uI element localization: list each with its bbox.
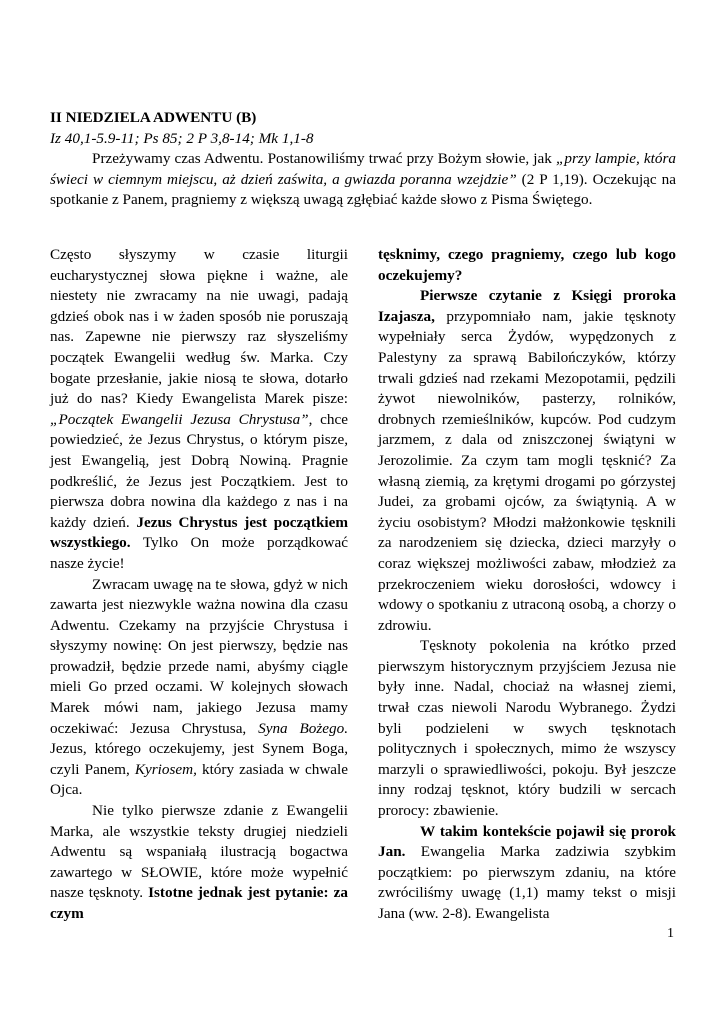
intro-quote: „przy lampie, która świeci w ciemnym miejscu, aż dzień zaświta, a gwiazda poranna wzejdzie” <box>50 150 676 188</box>
right-paragraph-3 <box>378 822 676 925</box>
text-run: , chce powiedzieć, że Jezus Chrystus, o którym pisze, jest Ewangelią, jest Dobrą Nowiną. Pragnie podkreślić, że Jezus jest Początkiem. Jest to pierwsza dobra nowina dla każdego z nas i na każdy dzień. <box>50 410 348 531</box>
right-column <box>378 245 676 925</box>
gospel-quote: „Początek Ewangelii Jezusa Chrystusa” <box>50 410 309 428</box>
text-run: Tylko On może porządkować nasze życie! <box>50 534 348 572</box>
bold-heading: Pierwsze czytanie z Księgi proroka Izajasza, <box>378 287 676 325</box>
italic-term: Syna Bożego. <box>258 719 349 737</box>
bold-question-continued: tęsknimy, czego pragniemy, czego lub kogo oczekujemy? <box>378 246 676 284</box>
left-paragraph-3 <box>50 801 348 925</box>
scripture-references: Iz 40,1-5.9-11; Ps 85; 2 P 3,8-14; Mk 1,1-8 <box>50 129 314 147</box>
intro-text-2: (2 P 1,19). Oczekując na spotkanie z Panem, pragniemy z większą uwagą zgłębiać każde słowo z Pisma Świętego. <box>50 170 676 209</box>
right-paragraph-0 <box>378 245 676 286</box>
left-column <box>50 245 348 925</box>
intro-paragraph <box>50 149 676 211</box>
two-column-body <box>50 245 676 925</box>
document-header <box>50 108 676 211</box>
left-paragraph-1 <box>50 245 348 575</box>
right-paragraph-1 <box>378 286 676 636</box>
text-run: Ewangelia Marka zadziwia szybkim początkiem: po pierwszym zdaniu, na które zwróciliśmy uwagę (1,1) mamy tekst o misji Jana (ww. 2-8). Ewangelista <box>378 843 676 922</box>
text-run: przypomniało nam, jakie tęsknoty wypełniały serca Żydów, wypędzonych z Palestyny za sprawą Babilończyków, którzy trwali gdzieś nad rzekami Mezopotamii, pędzili żywot niewolników, pasterzy, rolników, drobnych rzemieślników, kupców. Pod cudzym jarzmem, z dala od zniszczonej świątyni w Jerozolimie. Za czym tam mogli tęsknić? Za własną ziemią, za krętymi drogami po górzystej Judei, za grobami ojców, za świątynią. A w życiu osobistym? Młodzi małżonkowie tęsknili za narodzeniem się dziecka, dzieci marzyły o coraz większej możliwości zabaw, młodzież za przekroczeniem wieku dorosłości, wdowcy i wdowy o spotkaniu z utraconą osobą, a chorzy o zdrowiu. <box>378 307 676 634</box>
intro-text-1: Przeżywamy czas Adwentu. Postanowiliśmy trwać przy Bożym słowie, jak <box>92 150 556 168</box>
bold-statement: Jezus Chrystus jest początkiem wszystkiego. <box>50 513 348 552</box>
bold-question: Istotne jednak jest pytanie: za czym <box>50 884 348 922</box>
page-number: 1 <box>667 926 674 941</box>
text-run: Zwracam uwagę na te słowa, gdyż w nich zawarta jest niezwykle ważna nowina dla czasu Adwentu. Czekamy na przyjście Chrystusa i słyszymy nowinę: On jest pierwszy, będzie nas prowadził, będzie przede nami, abyśmy ciągle mieli Go przed oczami. W kolejnych słowach Marek mówi nam, jakiego Jezusa mamy oczekiwać: Jezusa Chrystusa, <box>50 575 348 737</box>
left-paragraph-2 <box>50 575 348 802</box>
text-run: Jezus, którego oczekujemy, jest Synem Boga, czyli Panem, <box>50 740 348 778</box>
text-run: Nie tylko pierwsze zdanie z Ewangelii Marka, ale wszystkie teksty drugiej niedzieli Adwentu są wspaniałą ilustracją bogactwa zawartego w SŁOWIE, które może wypełnić nasze tęsknoty. <box>50 802 348 902</box>
page-title: II NIEDZIELA ADWENTU (B) <box>50 109 257 126</box>
right-paragraph-2: Tęsknoty pokolenia na krótko przed pierwszym historycznym przyjściem Jezusa nie były inne. Nadal, chociaż na własnej ziemi, trwał czas niewoli Narodu Wybranego. Żydzi byli podzieleni w swych tęsknotach politycznych i społecznych, mimo że wszyscy marzyli o sprawiedliwości, pokoju. Był jeszcze inny rodzaj tęsknot, który budzili w sercach prorocy: zbawienie. <box>378 637 676 820</box>
bold-heading: W takim kontekście pojawił się prorok Jan. <box>378 822 676 861</box>
text-run: który zasiada w chwale Ojca. <box>50 760 348 799</box>
italic-term: Kyriosem, <box>134 760 197 778</box>
text-run: Często słyszymy w czasie liturgii eucharystycznej słowa piękne i ważne, ale niestety nie zwracamy na nie uwagi, padają gdzieś obok nas i w żaden sposób nie poruszają nas. Zapewne nie pierwszy raz słyszeliśmy początek Ewangelii według św. Marka. Czy bogate przesłanie, jakie niosą te słowa, dotarło już do nas? Kiedy Ewangelista Marek pisze: <box>50 246 348 408</box>
